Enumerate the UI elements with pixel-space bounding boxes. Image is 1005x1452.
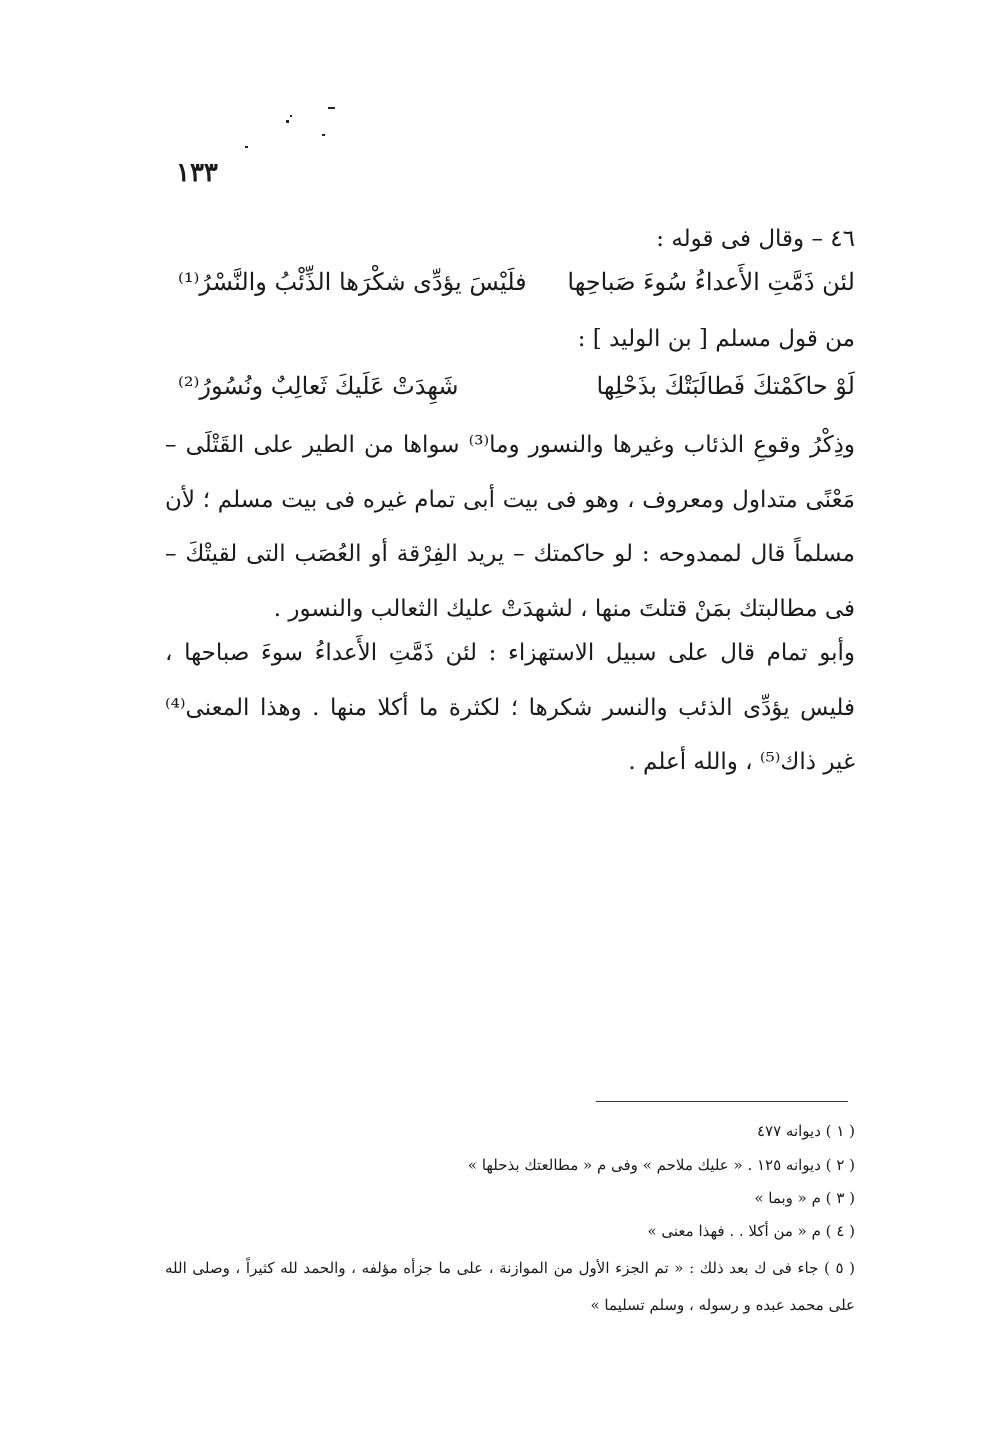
ink-speck [328,107,335,109]
ink-speck [286,120,289,123]
footnote-5: ( ٥ ) جاء فى ك بعد ذلك : « تم الجزء الأول من الموازنة ، على ما جزأه مؤلفه ، والحمد لله كثيراً ، وصلى الله على محمد عبده و رسوله ، وسلم تسليما » [165,1259,855,1314]
footnote-4: ( ٤ ) م « من أكلا . . فهذا معنى » [647,1222,855,1240]
footnote-1: ( ١ ) ديوانه ٤٧٧ [756,1122,855,1140]
verse2-intro: من قول مسلم [ بن الوليد ] : [577,326,855,352]
ink-speck [245,146,248,148]
footnote-3: ( ٣ ) م « وبما » [754,1189,855,1207]
footnote-2: ( ٢ ) ديوانه ١٢٥ . « عليك ملاحم » وفى م « مطالعتك بذحلها » [467,1156,855,1174]
page-number: ١٣٣ [176,158,218,188]
ink-speck [322,134,325,136]
section-heading: ٤٦ – وقال فى قوله : [656,226,855,252]
verse1-left-hemistich: فلَيْسَ يؤدِّى شكْرَها الذِّئْبُ والنَّسْرُ⁽¹⁾ [178,268,527,296]
commentary-paragraph-1: وذِكْرُ وقوعِ الذئاب وغيرها والنسور وما⁽³⁾ سواها من الطير على القَتْلَى – مَعْنًى متداول ومعروف ، وهو فى بيت أبى تمام غيره فى بيت مسلم ؛ لأن مسلماً قال لممدوحه : لو حاكمتك – يريد الفِرْقة أو العُصَب التى لقيتْكَ – فى مطالبتك بمَنْ قتلتَ منها ، لشهدَتْ عليك الثعالب والنسور . [165,432,855,622]
verse2-right-hemistich: لَوْ حاكَمْتكَ فَطالَبَتْكَ بذَحْلِها [596,372,855,400]
verse2-left-hemistich: شَهِدَتْ عَلَيكَ ثَعالِبٌ ونُسُورُ⁽²⁾ [178,372,459,400]
footnote-separator [596,1101,848,1102]
commentary-paragraph-2: وأبو تمام قال على سبيل الاستهزاء : لئن ذَمَّتِ الأَعداءُ سوءَ صباحها ، فليس يؤدِّى الذئب والنسر شكرها ؛ لكثرة ما أكلا منها . وهذا المعنى⁽⁴⁾ غير ذاك⁽⁵⁾ ، والله أعلم . [165,640,855,775]
verse1-right-hemistich: لئن ذَمَّتِ الأَعداءُ سُوءَ صَباحِها [567,268,855,296]
ink-speck [290,115,292,117]
